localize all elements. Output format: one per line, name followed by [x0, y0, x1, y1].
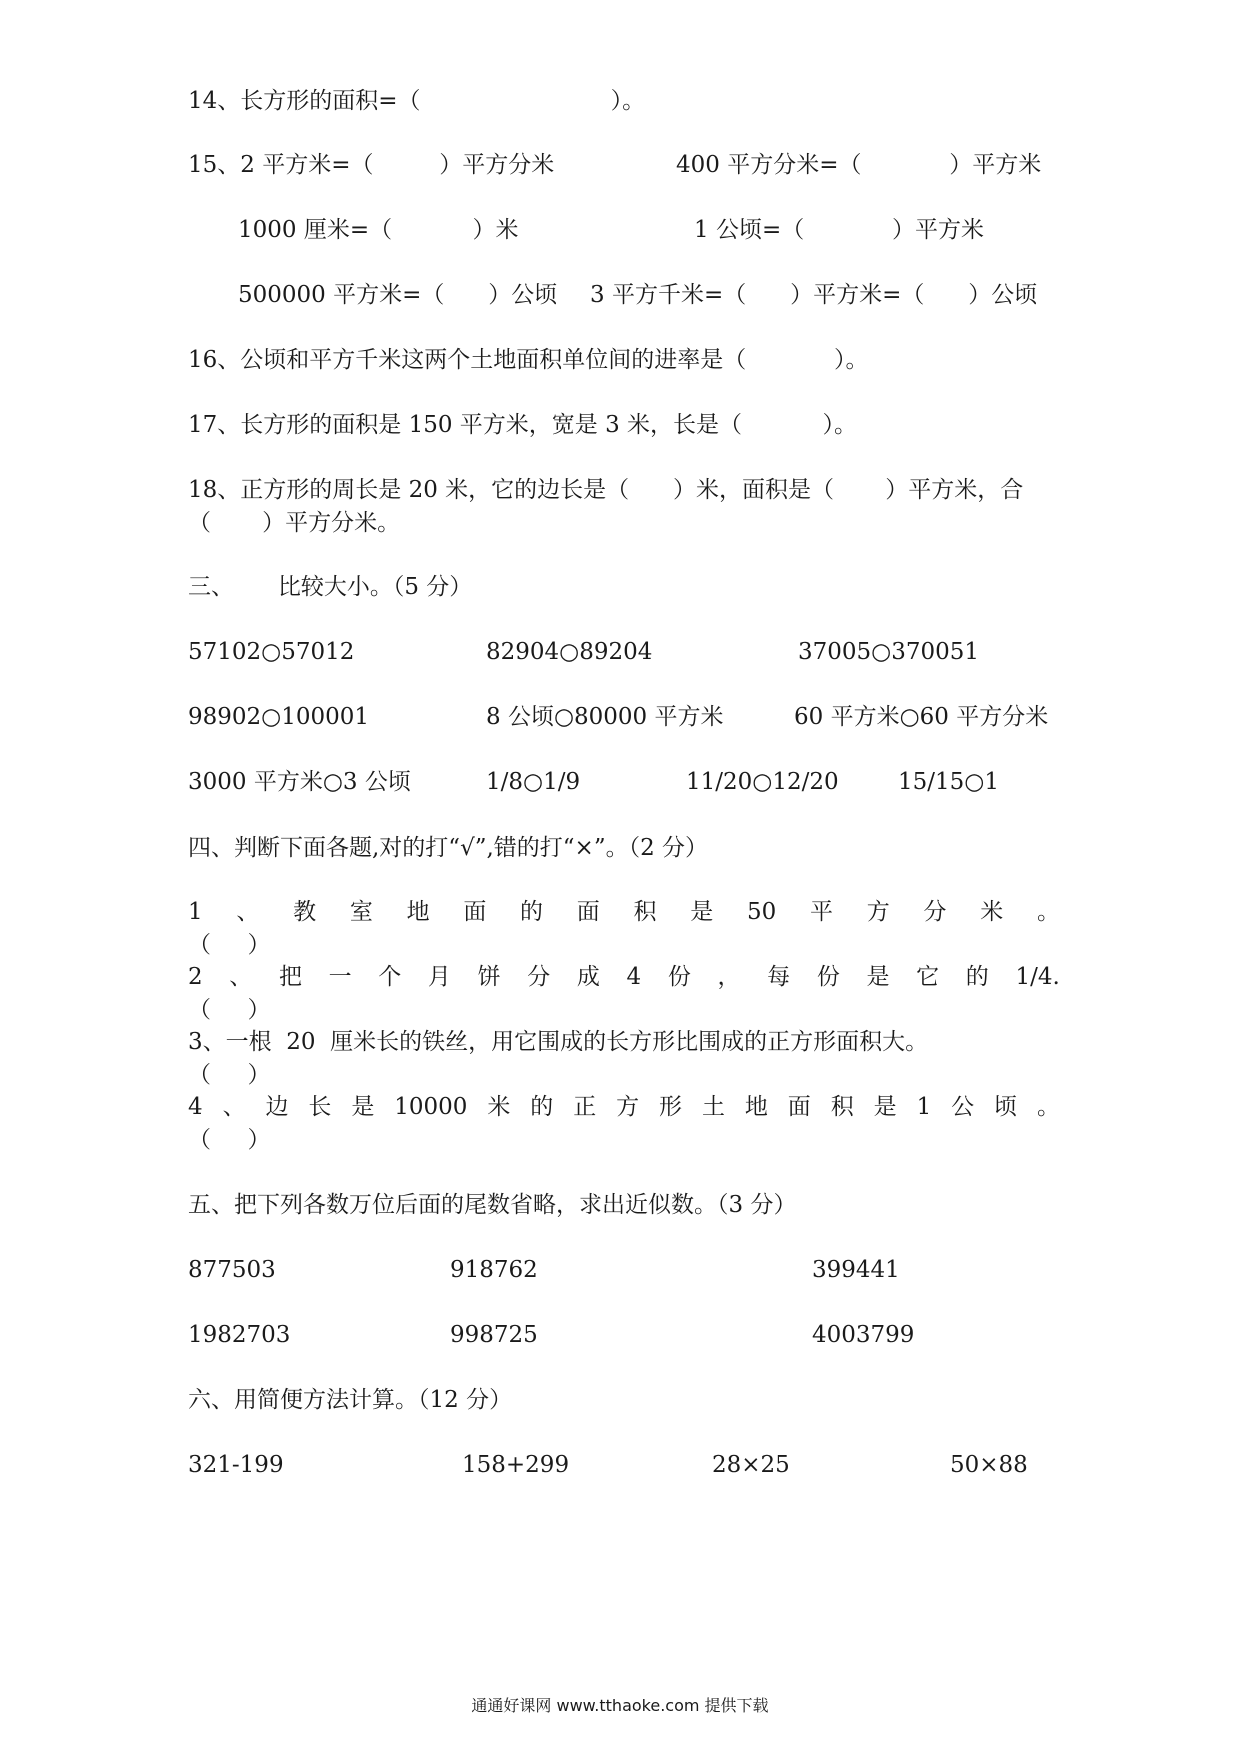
judge-item-4-paren: （ ）: [188, 1127, 271, 1153]
token: ，: [717, 964, 741, 990]
compare-item: 82904○89204: [486, 639, 653, 665]
token: 室: [349, 899, 373, 925]
token: 把: [278, 964, 302, 990]
token: 边: [265, 1094, 289, 1120]
token: 地: [744, 1094, 768, 1120]
section-4-title: 四、判断下面各题,对的打“√”,错的打“×”。（2 分）: [188, 835, 709, 861]
token: 地: [406, 899, 430, 925]
token: 、: [236, 899, 260, 925]
page-footer: 通通好课网 www.tthaoke.com 提供下载: [471, 1696, 769, 1715]
question-17: 17、长方形的面积是 150 平方米，宽是 3 米，长是（ ）。: [188, 412, 857, 438]
question-15-row3-left: 500000 平方米=（ ）公顷: [238, 282, 558, 308]
token: 1: [916, 1094, 932, 1120]
token: 形: [659, 1094, 683, 1120]
token: 10000: [394, 1094, 468, 1120]
token: 一: [328, 964, 352, 990]
question-18-line2: （ ）平方分米。: [188, 510, 401, 536]
token: 是: [690, 899, 714, 925]
token: 2: [188, 964, 203, 990]
token: 是: [351, 1094, 375, 1120]
judge-item-4: [188, 1092, 1060, 1122]
token: 每: [767, 964, 791, 990]
token: 1: [188, 899, 203, 925]
compare-item: 57102○57012: [188, 639, 355, 665]
calc-item: 158+299: [462, 1452, 570, 1478]
token: 1/4.: [1015, 964, 1060, 990]
compare-item: 11/20○12/20: [686, 769, 839, 795]
calc-item: 50×88: [950, 1452, 1028, 1478]
calc-item: 321-199: [188, 1452, 284, 1478]
token: 方: [616, 1094, 640, 1120]
token: 米: [980, 899, 1004, 925]
token: 4: [626, 964, 642, 990]
judge-item-2: [188, 962, 1060, 992]
judge-item-2-paren: （ ）: [188, 997, 271, 1023]
number-item: 399441: [812, 1257, 900, 1283]
token: 成: [576, 964, 600, 990]
judge-item-1: [188, 897, 1060, 927]
token: 份: [816, 964, 840, 990]
token: 平: [810, 899, 833, 925]
compare-item: 37005○370051: [798, 639, 980, 665]
section-3-title: 三、 比较大小。（5 分）: [188, 574, 473, 600]
section-6-title: 六、用简便方法计算。（12 分）: [188, 1387, 513, 1413]
token: 积: [633, 899, 657, 925]
question-15-row2-left: 1000 厘米=（ ）米: [238, 217, 519, 243]
token: 分: [923, 899, 947, 925]
token: 教: [293, 899, 317, 925]
token: 方: [866, 899, 890, 925]
token: 米: [487, 1094, 511, 1120]
token: 公: [951, 1094, 975, 1120]
token: 是: [866, 964, 890, 990]
token: 积: [830, 1094, 854, 1120]
token: 份: [667, 964, 691, 990]
question-16: 16、公顷和平方千米这两个土地面积单位间的进率是（ ）。: [188, 347, 869, 373]
token: 个: [378, 964, 402, 990]
token: 的: [520, 899, 544, 925]
question-15-row3-right: 3 平方千米=（ ）平方米=（ ）公顷: [590, 282, 1038, 308]
token: 、: [229, 964, 253, 990]
token: 面: [787, 1094, 811, 1120]
judge-item-3-paren: （ ）: [188, 1062, 271, 1088]
judge-item-1-paren: （ ）: [188, 932, 271, 958]
section-5-title: 五、把下列各数万位后面的尾数省略，求出近似数。（3 分）: [188, 1192, 797, 1218]
compare-item: 60 平方米○60 平方分米: [794, 704, 1049, 730]
compare-item: 15/15○1: [898, 769, 999, 795]
question-18-line1: 18、正方形的周长是 20 米，它的边长是（ ）米，面积是（ ）平方米，合: [188, 477, 1024, 503]
token: 它: [916, 964, 940, 990]
token: 的: [530, 1094, 554, 1120]
token: 4: [188, 1094, 203, 1120]
number-item: 877503: [188, 1257, 276, 1283]
calc-item: 28×25: [712, 1452, 790, 1478]
token: 、: [222, 1094, 246, 1120]
question-15-row2-right: 1 公顷=（ ）平方米: [694, 217, 984, 243]
token: 的: [965, 964, 989, 990]
judge-item-3: 3、一根 20 厘米长的铁丝，用它围成的长方形比围成的正方形面积大。: [188, 1029, 929, 1055]
token: 面: [576, 899, 600, 925]
compare-item: 98902○100001: [188, 704, 370, 730]
compare-item: 1/8○1/9: [486, 769, 581, 795]
token: 。: [1036, 899, 1060, 925]
number-item: 1982703: [188, 1322, 291, 1348]
token: 面: [463, 899, 487, 925]
question-15-row1-right: 400 平方分米=（ ）平方米: [676, 152, 1042, 178]
token: 是: [873, 1094, 897, 1120]
token: 分: [527, 964, 551, 990]
number-item: 918762: [450, 1257, 538, 1283]
number-item: 4003799: [812, 1322, 915, 1348]
token: 月: [427, 964, 451, 990]
question-14: 14、长方形的面积=（ ）。: [188, 88, 646, 114]
token: 。: [1036, 1094, 1060, 1120]
question-15-row1-left: 15、2 平方米=（ ）平方分米: [188, 152, 555, 178]
token: 土: [701, 1094, 725, 1120]
token: 正: [573, 1094, 597, 1120]
compare-item: 8 公顷○80000 平方米: [486, 704, 724, 730]
token: 顷: [994, 1094, 1018, 1120]
token: 50: [746, 899, 777, 925]
token: 长: [308, 1094, 332, 1120]
compare-item: 3000 平方米○3 公顷: [188, 769, 411, 795]
token: 饼: [477, 964, 501, 990]
number-item: 998725: [450, 1322, 538, 1348]
